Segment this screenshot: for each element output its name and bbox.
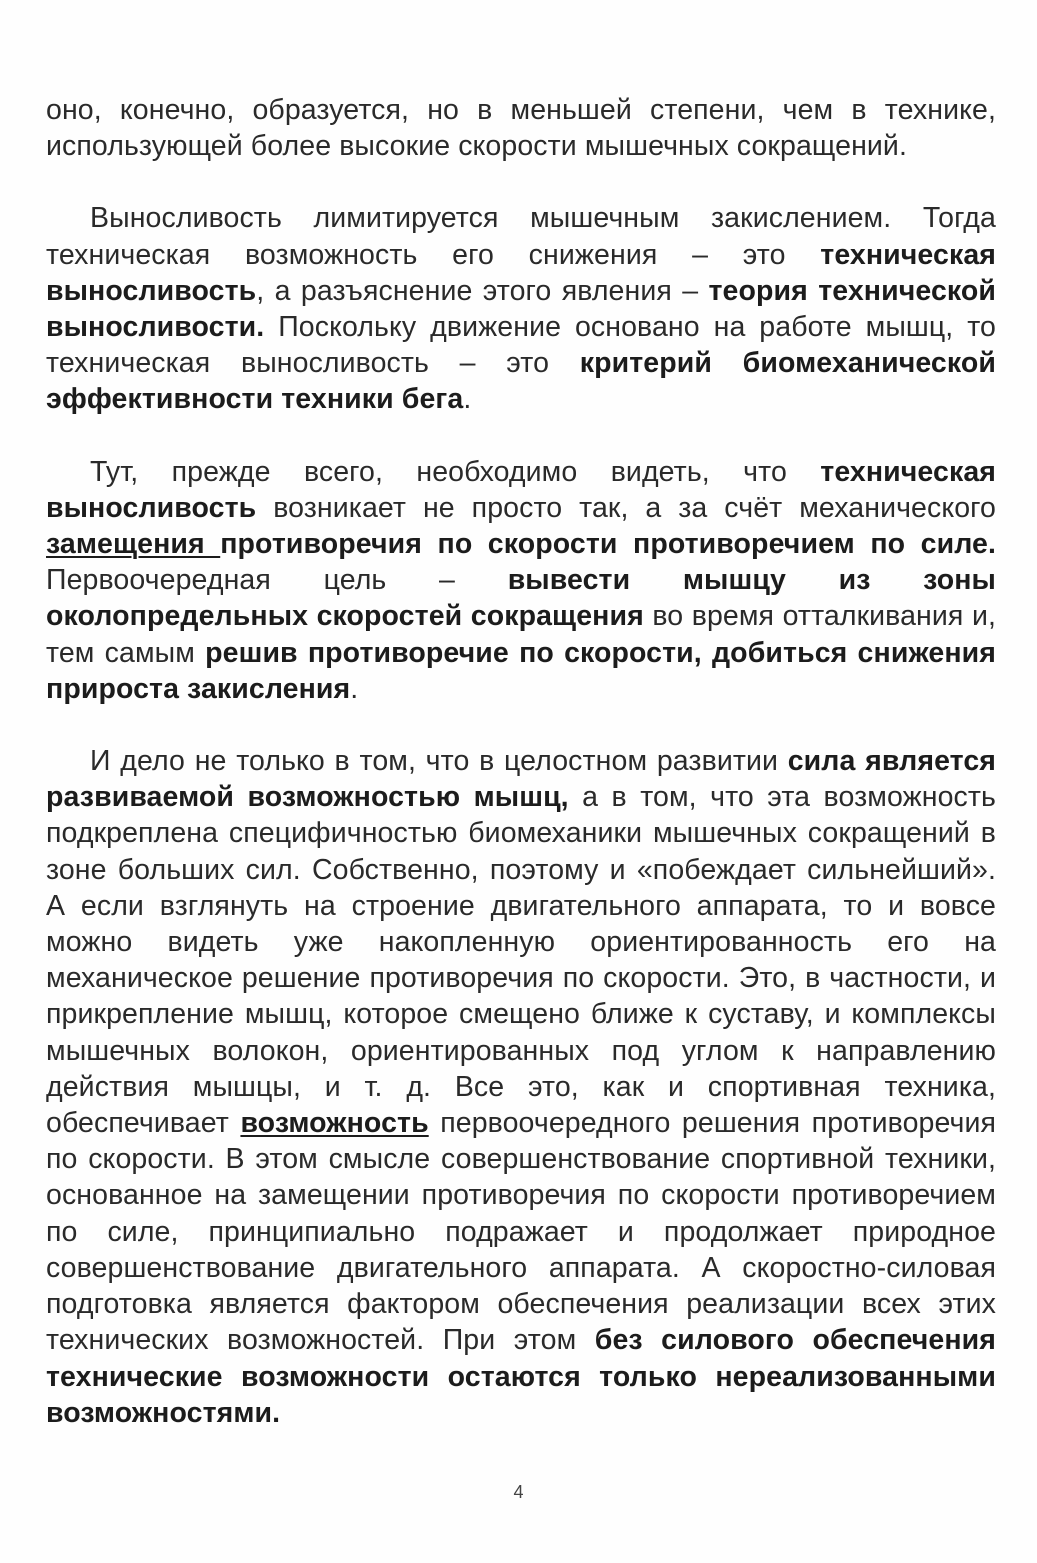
text-run: Первоочередная цель – — [46, 564, 508, 597]
text-run: Тут, прежде всего, необходимо видеть, что — [90, 455, 821, 488]
emphasis-text: без силового обеспечения технические возможности остаются только нереализованными возможностями. — [46, 1324, 996, 1429]
emphasis-text: техническая выносливость — [46, 455, 996, 524]
paragraph-1 — [46, 92, 996, 164]
paragraph-4 — [46, 743, 996, 1431]
body-text — [46, 92, 996, 1467]
text-run: , а разъяснение этого явления – — [256, 274, 709, 307]
text-run: Выносливость лимитируется мышечным закислением. Тогда техническая возможность его снижения – это — [46, 202, 996, 271]
text-run: оно, конечно, образуется, но в меньшей степени, чем в технике, использующей более высокие скорости мышечных сокращений. — [46, 94, 996, 163]
emphasis-text: вывести мышцу из зоны околопредельных скоростей сокращения — [46, 564, 996, 633]
emphasis-text: возможность — [240, 1107, 429, 1140]
emphasis-text: техническая выносливость — [46, 238, 996, 307]
emphasis-text: теория технической выносливости. — [46, 274, 997, 344]
paragraph-2 — [46, 200, 996, 417]
text-run: Поскольку движение основано на работе мышц, то техническая выносливость – это — [46, 311, 996, 380]
emphasis-text: сила является развиваемой возможностью мышц, — [46, 745, 996, 814]
text-run: . — [463, 383, 472, 416]
paragraph-3 — [46, 454, 996, 707]
text-run: первоочередного решения противоречия по скорости. В этом смысле совершенствование спортивной техники, основанное на замещении противоречия по скорости противоречием по силе, принципиально подражает и продолжает природное совершенствование двигательного аппарата. А скоростно-силовая подготовка является фактором обеспечения реализации всех этих технических возможностей. При этом — [46, 1107, 996, 1357]
text-run: возникает не просто так, а за счёт механического — [256, 491, 996, 524]
text-run: . — [350, 672, 359, 705]
emphasis-text: замещения — [46, 528, 221, 561]
text-run: И дело не только в том, что в целостном развитии — [90, 745, 788, 778]
text-run: во время отталкивания и, тем самым — [46, 600, 996, 669]
page-number: 4 — [513, 1482, 524, 1502]
emphasis-text: критерий биомеханической эффективности техники бега — [46, 347, 997, 416]
text-run: а в том, что эта возможность подкреплена специфичностью биомеханики мышечных сокращений в зоне больших сил. Собственно, поэтому и «побеждает сильнейший». А если взглянуть на строение двигательного аппарата, то и вовсе можно видеть уже накопленную ориентированность его на механическое решение противоречия по скорости. Это, в частности, и прикрепление мышц, которое смещено ближе к суставу, и комплексы мышечных волокон, ориентированных под углом к направлению действия мышцы, и т. д. Все это, как и спортивная техника, обеспечивает — [46, 781, 996, 1140]
emphasis-text: противоречия по скорости противоречием по силе. — [220, 528, 996, 561]
emphasis-text: решив противоречие по скорости, добиться снижения прироста закисления — [46, 636, 996, 705]
